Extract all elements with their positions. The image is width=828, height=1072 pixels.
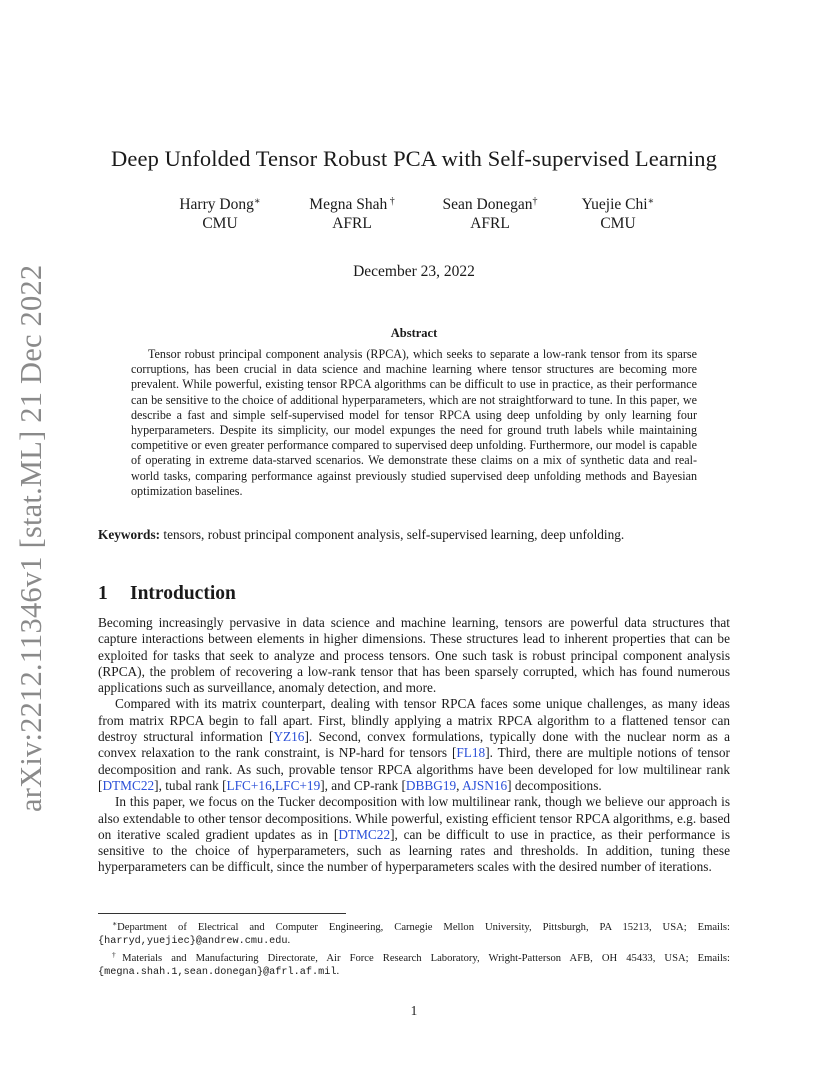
- keywords-text: tensors, robust principal component analysis, self-supervised learning, deep unfolding.: [163, 527, 625, 542]
- paragraph: [98, 696, 730, 794]
- footnote-mark: ∗: [112, 919, 118, 928]
- author-yuejie-chi: [572, 192, 664, 233]
- citation-link[interactable]: YZ16: [273, 729, 305, 745]
- author-footnote-mark: ∗: [253, 196, 261, 207]
- footnote-affiliation-afrl: [98, 948, 730, 979]
- footnote-text: Materials and Manufacturing Directorate, Air Force Research Laboratory, Wright-Patterson AFB, OH 45433, USA; Emails:: [122, 953, 730, 965]
- author-footnote-mark: †: [532, 196, 538, 207]
- paragraph-text: ]. Third, there are multiple notions of tensor decomposition and rank. As such, provable tensor RPCA algorithms have been developed for low multilinear rank [: [98, 745, 730, 793]
- page-number: 1: [410, 1003, 418, 1018]
- author-harry-dong: [170, 192, 270, 233]
- footnote-text: Department of Electrical and Computer Engineering, Carnegie Mellon University, Pittsburgh, PA 15213, USA; Emails:: [117, 922, 730, 933]
- section-heading: [98, 583, 236, 605]
- paper-title: Deep Unfolded Tensor Robust PCA with Self-supervised Learning: [111, 146, 717, 171]
- author-affiliation: CMU: [202, 215, 238, 232]
- citation-link[interactable]: DBBG19: [405, 777, 457, 793]
- paragraph-text: In this paper, we focus on the Tucker decomposition with low multilinear rank, though we believe our approach is also extendable to other tensor decompositions. While powerful, existing efficient tensor RPCA algorithms, e.g. based on iterative scaled gradient updates as in [: [98, 794, 730, 842]
- author-footnote-mark: †: [387, 196, 395, 207]
- section-number: 1: [98, 583, 108, 604]
- author-footnote-mark: ∗: [647, 196, 655, 207]
- citation-link[interactable]: DTMC22: [102, 777, 155, 793]
- footnote-affiliation-cmu: [98, 917, 730, 948]
- paragraph-text: ]. Second, convex formulations, typically done with the nuclear norm as a convex relaxation to the rank constraint, is NP-hard for tensors [: [98, 729, 730, 761]
- paragraph-text: ], can be difficult to use in practice, as their performance is sensitive to the choice of hyperparameters, such as learning rates and thresholds. In addition, tuning these hyperparameters can be difficult, since the number of hyperparameters scales with the desired number of iterations.: [98, 826, 730, 875]
- section-body: [98, 615, 730, 876]
- citation-link[interactable]: LFC+16: [226, 777, 272, 793]
- section-title: Introduction: [130, 583, 236, 604]
- paragraph-text: ,: [271, 777, 276, 793]
- keywords-label: Keywords:: [98, 527, 161, 542]
- email-address: {harryd,yuejiec}@andrew.cmu.edu: [98, 936, 288, 948]
- footnote-text: .: [287, 935, 291, 947]
- paragraph: Becoming increasingly pervasive in data science and machine learning, tensors are powerful data structures that capture interactions between elements in higher dimensions. These structures lead to inherent properties that can be exploited for tasks that seek to analyze and process tensors. One such task is robust principal component analysis (RPCA), the problem of recovering a low-rank tensor that has been sparsely corrupted, which has found numerous applications such as surveillance, anomaly detection, and more.: [98, 615, 730, 696]
- citation-link[interactable]: DTMC22: [338, 826, 391, 842]
- footnote-rule: [98, 913, 346, 914]
- citation-link[interactable]: AJSN16: [462, 777, 508, 793]
- author-megna-shah: [296, 192, 408, 233]
- author-name: Megna Shah: [309, 196, 388, 213]
- paragraph-text: ,: [456, 777, 463, 793]
- footnotes: [98, 917, 730, 979]
- arxiv-identifier-stamp: arXiv:2212.11346v1 [stat.ML] 21 Dec 2022: [14, 264, 48, 812]
- footnote-mark: †: [112, 950, 123, 960]
- paragraph-text: Compared with its matrix counterpart, dealing with tensor RPCA faces some unique challenges, as many ideas from matrix RPCA begin to fall apart. First, blindly applying a matrix RPCA algorithm to a flattened tensor can destroy structural information [: [98, 696, 730, 745]
- author-name: Harry Dong: [179, 196, 254, 213]
- publication-date: December 23, 2022: [353, 263, 475, 280]
- abstract-text: Tensor robust principal component analysis (RPCA), which seeks to separate a low-rank tensor from its sparse corruptions, has been crucial in data science and machine learning where tensor structures are becoming more prevalent. While powerful, existing tensor RPCA algorithms can be difficult to use in practice, as their performance can be sensitive to the choice of additional hyperparameters, which are not straightforward to tune. In this paper, we describe a fast and simple self-supervised model for tensor RPCA using deep unfolding by only learning four hyperparameters. Despite its simplicity, our model expunges the need for ground truth labels while maintaining competitive or even greater performance compared to supervised deep unfolding. Furthermore, our model is capable of operating in extreme data-starved scenarios. We demonstrate these claims on a mix of synthetic data and real-world tasks, comparing performance against previously studied supervised deep unfolding methods and Bayesian optimization baselines.: [131, 347, 697, 498]
- author-affiliation: AFRL: [470, 215, 510, 232]
- author-name: Yuejie Chi: [581, 196, 648, 213]
- paragraph-text: ] decompositions.: [507, 777, 602, 793]
- paragraph-text: ], and CP-rank [: [320, 777, 406, 793]
- author-affiliation: AFRL: [332, 215, 372, 232]
- paragraph-text: ], tubal rank [: [154, 777, 227, 793]
- footnote-text: .: [336, 966, 340, 978]
- author-affiliation: CMU: [600, 215, 636, 232]
- author-sean-donegan: [431, 192, 549, 233]
- citation-link[interactable]: FL18: [456, 745, 486, 761]
- citation-link[interactable]: LFC+19: [275, 777, 321, 793]
- email-address: {megna.shah.1,sean.donegan}@afrl.af.mil: [98, 967, 337, 979]
- abstract-heading: Abstract: [390, 326, 438, 340]
- author-name: Sean Donegan: [442, 196, 533, 213]
- keywords-line: [98, 527, 738, 543]
- paragraph: [98, 794, 730, 875]
